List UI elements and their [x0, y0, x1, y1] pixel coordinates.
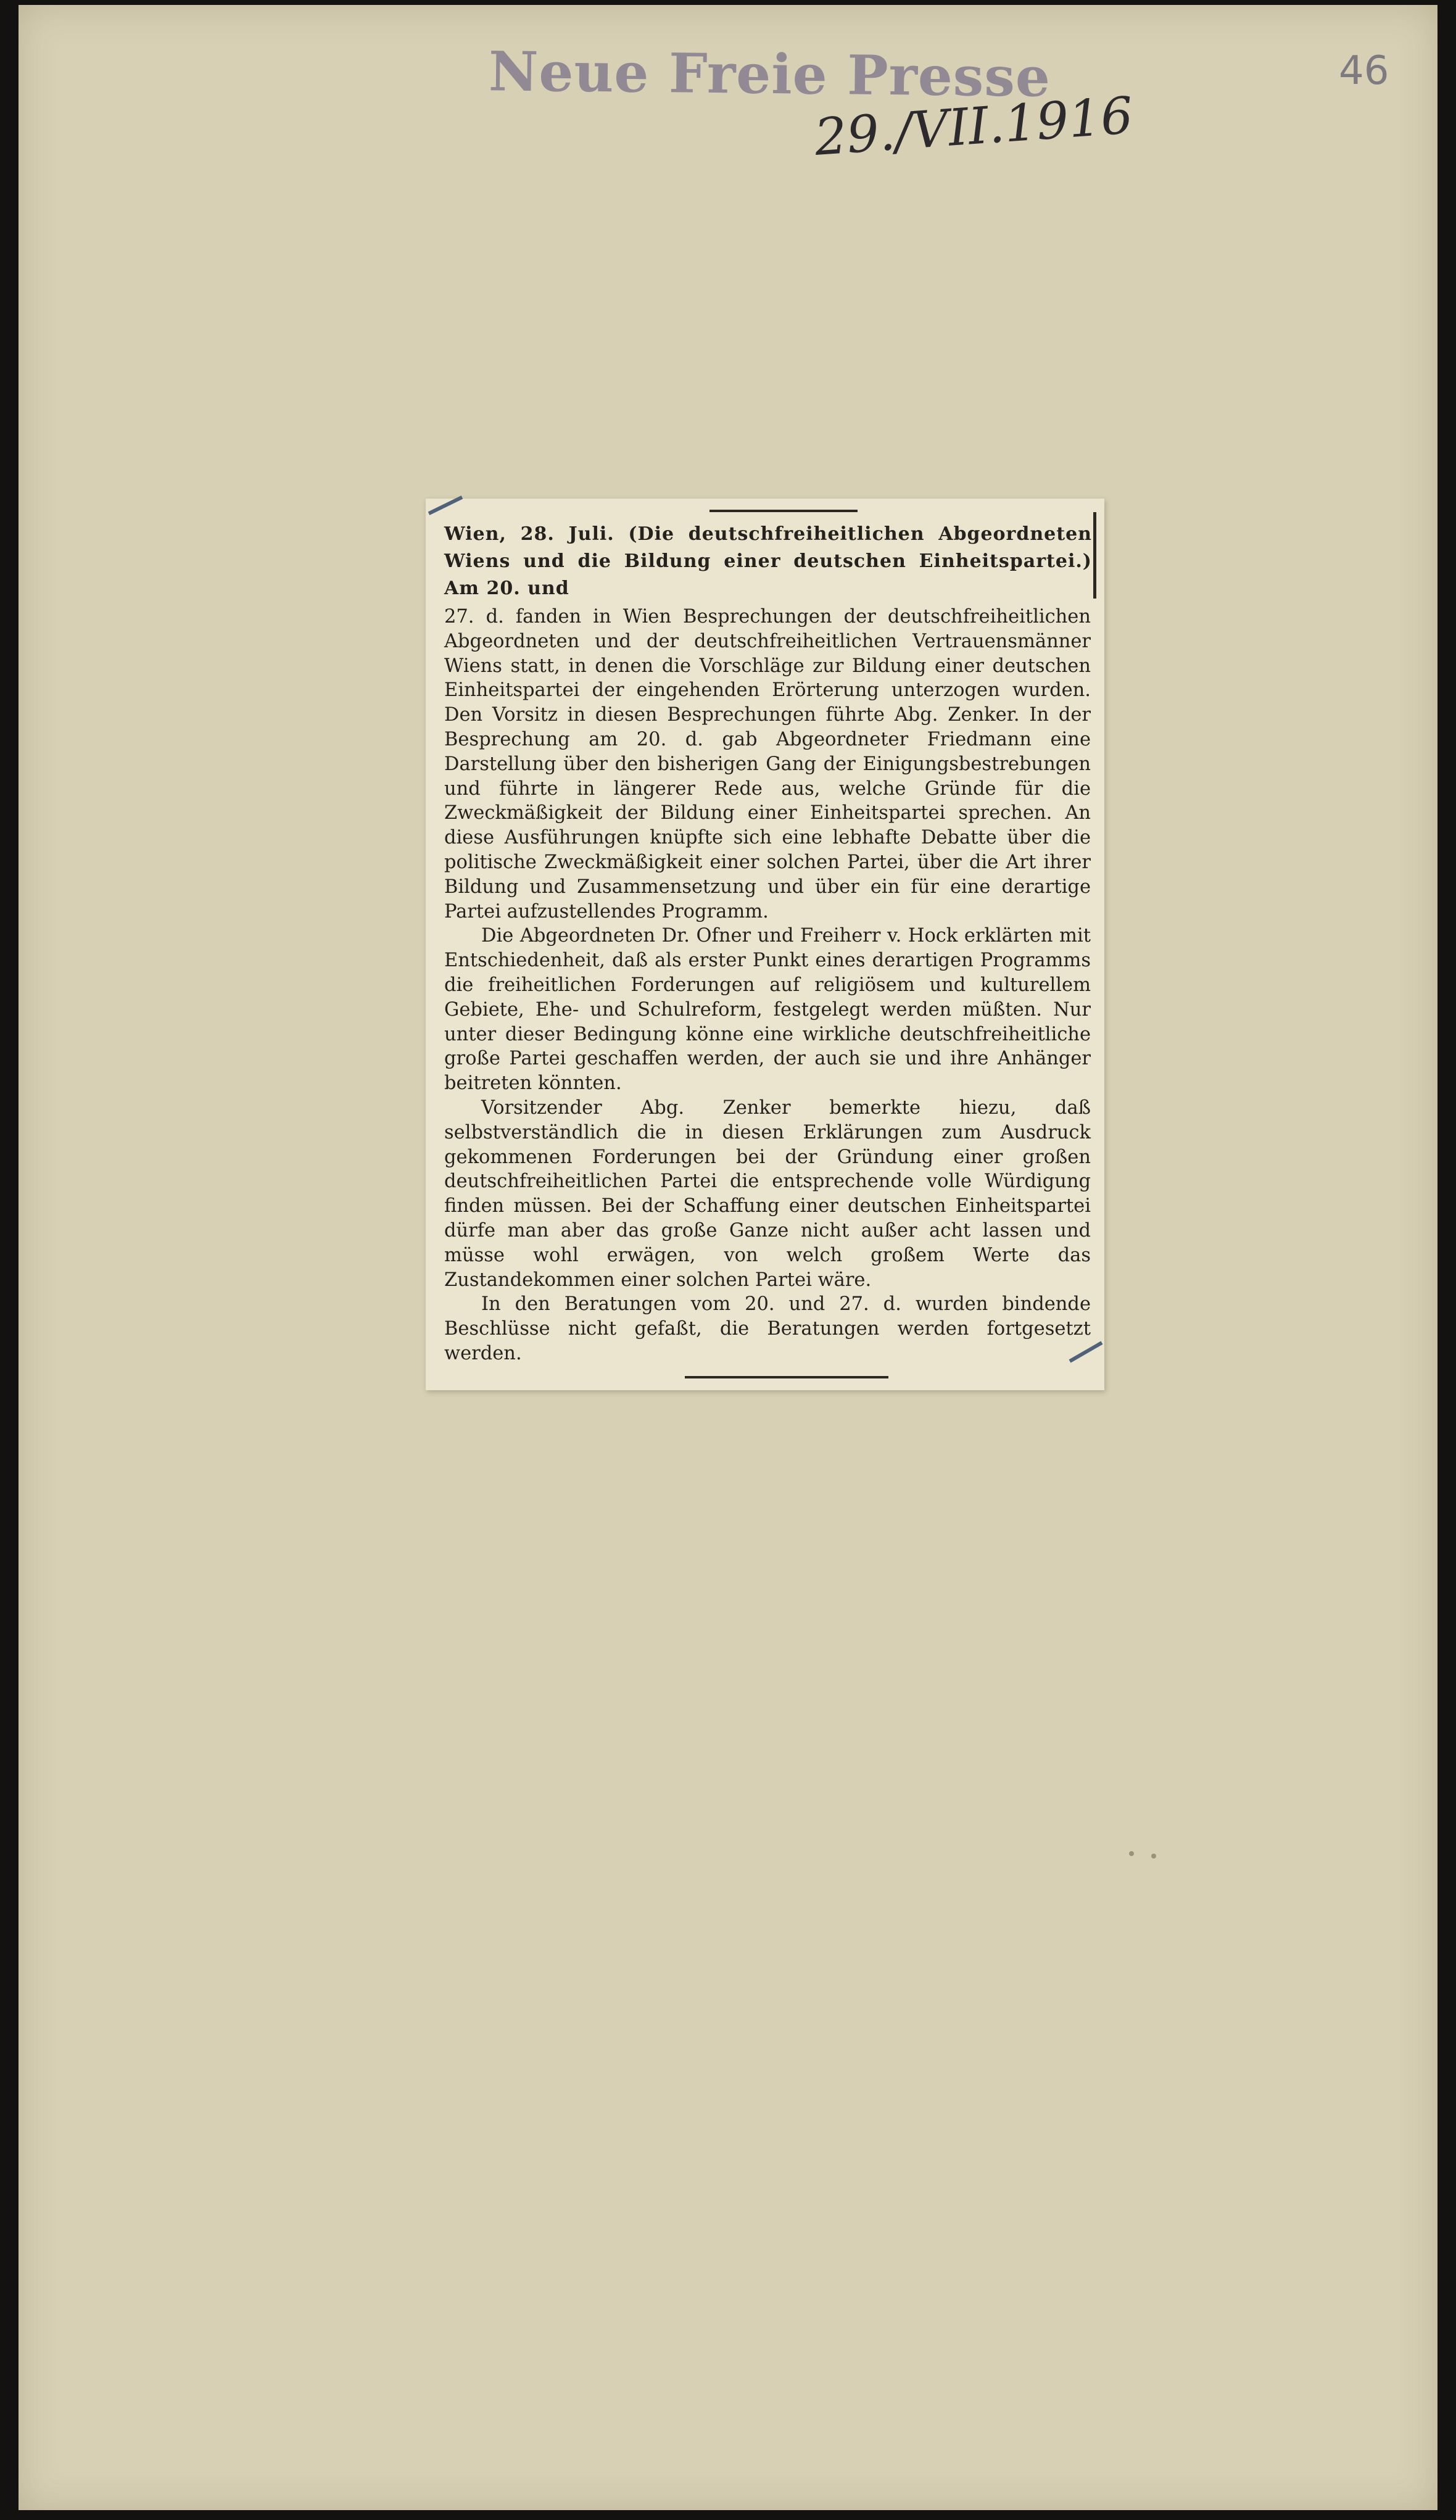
- paper-speck: [1151, 1854, 1156, 1859]
- article-headline: Wien, 28. Juli. (Die deutschfreiheitlichen Abgeordneten Wiens und die Bildung einer deutschen Einheitspartei.) Am 20. und: [444, 523, 1092, 599]
- page-number: 46: [1339, 48, 1389, 94]
- bottom-rule: [685, 1376, 888, 1378]
- article-body: [444, 605, 1091, 1366]
- newspaper-stamp: Neue Freie Presse: [488, 39, 1051, 109]
- article-paragraph: In den Beratungen vom 20. und 27. d. wurden bindende Beschlüsse nicht gefaßt, die Beratungen werden fortgesetzt werden.: [444, 1293, 1091, 1364]
- archive-sheet: [19, 5, 1437, 2510]
- paper-speck: [1129, 1851, 1134, 1856]
- article-paragraph: 27. d. fanden in Wien Besprechungen der deutschfreiheitlichen Abgeordneten und der deutschfreiheitlichen Vertrauensmänner Wiens statt, in denen die Vorschläge zur Bildung einer deutschen Einheitspartei der eingehenden Erörterung unterzogen wurden. Den Vorsitz in diesen Besprechungen führte Abg. Zenker. In der Besprechung am 20. d. gab Abgeordneter Friedmann eine Darstellung über den bisherigen Gang der Einigungsbestrebungen und führte in längerer Rede aus, welche Gründe für die Zweckmäßigkeit der Bildung einer Einheitspartei sprechen. An diese Ausführungen knüpfte sich eine lebhafte Debatte über die politische Zweckmäßigkeit einer solchen Partei, über die Art ihrer Bildung und Zusammensetzung und über ein für eine derartige Partei aufzustellendes Programm.: [444, 606, 1091, 922]
- article-paragraph: Vorsitzender Abg. Zenker bemerkte hiezu, daß selbstverständlich die in diesen Erklärungen zum Ausdruck gekommenen Forderungen bei der Gründung einer großen deutschfreiheitlichen Partei die entsprechende volle Würdigung finden müssen. Bei der Schaffung einer deutschen Einheitspartei dürfe man aber das große Ganze nicht außer acht lassen und müsse wohl erwägen, von welch großem Werte das Zustandekommen einer solchen Partei wäre.: [444, 1096, 1091, 1291]
- newspaper-clipping: [426, 499, 1104, 1390]
- handwritten-date: 29./VII.1916: [813, 86, 1135, 167]
- article-paragraph: Die Abgeordneten Dr. Ofner und Freiherr v. Hock erklärten mit Entschiedenheit, daß als erster Punkt eines derartigen Programms die freiheitlichen Forderungen auf religiösem und kulturellem Gebiete, Ehe- und Schulreform, festgelegt werden müßten. Nur unter dieser Bedingung könne eine wirkliche deutschfreiheitliche große Partei geschaffen werden, der auch sie und ihre Anhänger beitreten könnten.: [444, 925, 1091, 1095]
